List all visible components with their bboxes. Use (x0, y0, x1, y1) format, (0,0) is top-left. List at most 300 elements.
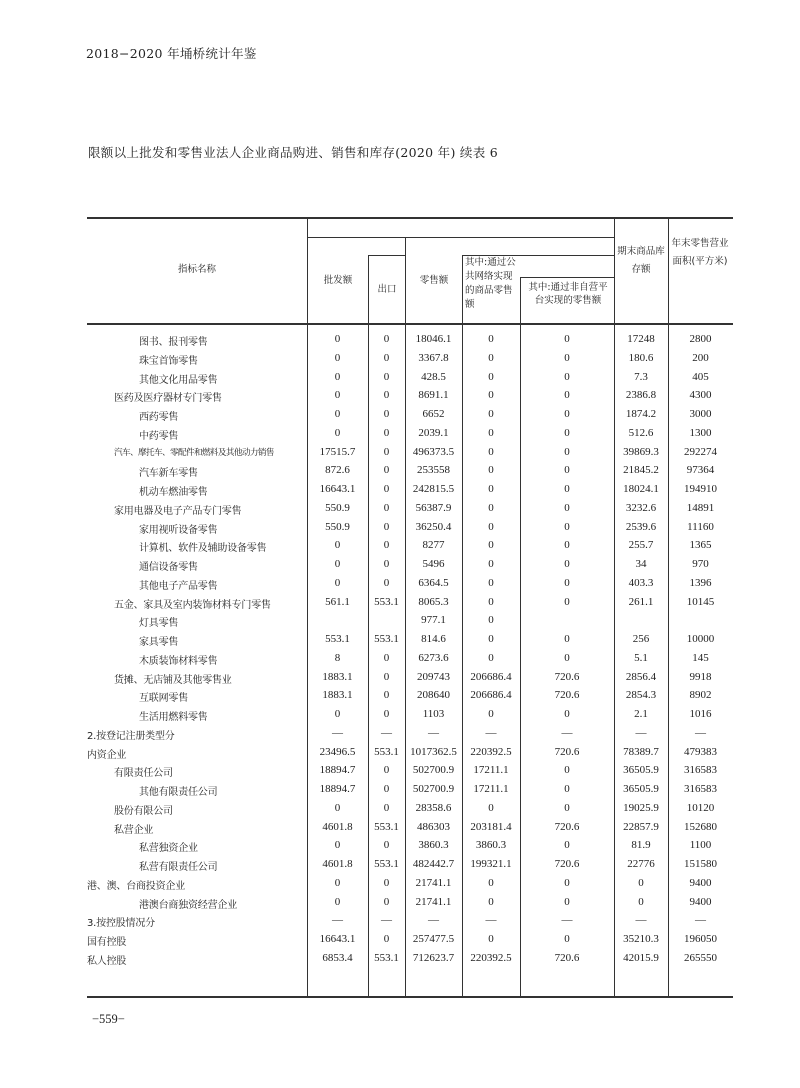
row-value: 9918 (689, 670, 712, 683)
row-value: 0 (564, 558, 570, 570)
row-value: — (561, 726, 573, 739)
row-label: 汽车新车零售 (139, 468, 198, 480)
row-label: 股份有限公司 (114, 805, 173, 817)
row-value: 550.9 (325, 520, 350, 533)
row-value: 0 (488, 483, 494, 495)
row-value: 0 (334, 351, 341, 364)
table-row (87, 350, 733, 369)
row-label: 其他电子产品零售 (139, 580, 218, 592)
row-value: 265550 (684, 951, 717, 964)
row-value: 0 (383, 445, 390, 458)
row-value: 6853.4 (322, 951, 353, 964)
table-row (87, 406, 733, 425)
row-value: — (332, 726, 343, 739)
row-value: 10145 (686, 595, 715, 608)
row-value: 256 (632, 633, 650, 645)
row-value: 194910 (684, 483, 717, 495)
row-value: 10120 (686, 801, 715, 814)
row-value: 23496.5 (319, 745, 356, 758)
row-value: 553.1 (374, 951, 399, 964)
row-value: 712623.7 (412, 951, 455, 964)
row-value: 151580 (684, 858, 717, 870)
row-label: 医药及医疗器材专门零售 (114, 393, 222, 405)
row-value: 0 (334, 576, 341, 589)
row-value: 292274 (684, 445, 717, 458)
row-value: 0 (564, 483, 570, 495)
row-value: 199321.1 (470, 858, 512, 870)
row-value: 16643.1 (319, 483, 356, 495)
row-value: 0 (383, 689, 390, 702)
row-value: 0 (564, 351, 570, 364)
row-value: 209743 (417, 670, 450, 683)
row-value: 0 (488, 408, 494, 420)
page-number: −559− (92, 1012, 125, 1026)
row-value: 2539.6 (625, 520, 657, 533)
row-value: 0 (383, 876, 390, 889)
row-label: 货摊、无店铺及其他零售业 (114, 674, 232, 686)
table-row (87, 837, 733, 856)
table-row (87, 612, 733, 631)
row-label: 私营有限责任公司 (139, 862, 218, 873)
row-value: 0 (383, 464, 390, 477)
table-row (87, 425, 733, 444)
header-name: 指标名称 (177, 264, 216, 275)
row-value: 0 (334, 408, 341, 420)
row-value: 0 (564, 445, 570, 458)
table-row (87, 912, 733, 931)
table-row (87, 462, 733, 481)
row-label: 有限责任公司 (114, 768, 173, 780)
row-value: 18894.7 (319, 764, 356, 777)
row-value: 0 (383, 933, 390, 945)
row-value: — (635, 914, 647, 927)
row-value: 0 (564, 501, 570, 514)
row-value: 0 (564, 783, 570, 795)
row-value: 21741.1 (415, 895, 452, 908)
header-inventory: 期末商品库存额 (617, 246, 665, 275)
row-value: 0 (383, 651, 390, 664)
row-value: 3367.8 (418, 351, 449, 364)
table-row (87, 481, 733, 500)
row-value: 7.3 (634, 370, 648, 383)
row-value: 8277 (422, 539, 445, 552)
row-value: 1100 (689, 839, 712, 852)
row-label: 中药零售 (139, 430, 179, 442)
header-line (520, 277, 614, 278)
row-value: 0 (383, 708, 390, 720)
table-row (87, 556, 733, 575)
row-value: 0 (334, 839, 341, 852)
header-bottom-rule (87, 323, 733, 325)
row-value: 0 (488, 633, 494, 645)
row-value: 720.6 (554, 858, 580, 870)
row-value: 0 (383, 895, 390, 908)
row-value: 0 (383, 783, 390, 795)
row-label: 西药零售 (139, 412, 179, 423)
row-value: 14891 (686, 501, 715, 514)
row-value: 720.6 (554, 951, 580, 964)
row-value: 1365 (689, 539, 712, 552)
row-value: 0 (383, 539, 390, 552)
table-row (87, 331, 733, 350)
row-value: 720.6 (554, 820, 580, 833)
row-value: 28358.6 (415, 801, 452, 814)
header-retail: 零售额 (419, 275, 449, 286)
row-value: — (695, 914, 706, 927)
row-value: 0 (564, 426, 570, 439)
row-label: 私营独资企业 (139, 843, 198, 855)
table-row (87, 575, 733, 594)
row-value: 5496 (422, 558, 445, 570)
row-value: 403.3 (628, 576, 654, 589)
row-value: 553.1 (325, 633, 350, 645)
row-value: 482442.7 (412, 858, 455, 870)
row-value: 0 (564, 895, 570, 908)
row-label: 港、澳、台商投资企业 (87, 880, 185, 892)
row-label: 计算机、软件及辅助设备零售 (139, 543, 267, 555)
row-value: 428.5 (421, 370, 446, 383)
table-row (87, 519, 733, 538)
row-value: 6364.5 (418, 576, 449, 589)
row-label: 机动车燃油零售 (139, 487, 208, 498)
row-value: 0 (488, 558, 494, 570)
row-value: 0 (488, 426, 494, 439)
row-value: 0 (488, 576, 494, 589)
row-value: 0 (488, 614, 494, 627)
row-label: 图书、报刊零售 (139, 337, 208, 348)
row-value: 0 (638, 895, 644, 908)
row-value: — (381, 914, 392, 927)
row-value: 553.1 (374, 820, 399, 833)
row-value: 2856.4 (625, 670, 657, 683)
row-value: 5.1 (634, 651, 648, 664)
row-value: 814.6 (421, 633, 446, 645)
row-value: 2854.3 (625, 689, 657, 702)
row-value: 0 (334, 876, 341, 889)
row-value: — (485, 726, 497, 739)
row-value: 78389.7 (623, 745, 659, 758)
row-value: 2039.1 (418, 426, 449, 439)
row-value: 11160 (687, 520, 714, 533)
row-value: 8 (334, 651, 341, 664)
row-value: 3232.6 (625, 501, 657, 514)
row-value: 1874.2 (625, 408, 657, 420)
row-value: — (635, 726, 647, 739)
row-value: — (332, 914, 343, 927)
row-value: 0 (383, 351, 390, 364)
row-value: 0 (564, 651, 570, 664)
row-value: 0 (383, 558, 390, 570)
running-head: 2018−2020 年埇桥统计年鉴 (86, 46, 257, 61)
row-value: 206686.4 (470, 689, 512, 702)
row-value: 0 (488, 933, 494, 945)
row-value: 16643.1 (319, 933, 356, 945)
row-value: 553.1 (374, 633, 399, 645)
row-label: 2.按登记注册类型分 (87, 730, 175, 742)
row-value: 0 (383, 408, 390, 420)
table-row (87, 369, 733, 388)
row-value: 720.6 (554, 670, 580, 683)
row-value: 720.6 (554, 745, 580, 758)
table-row (87, 894, 733, 913)
row-value: 1017362.5 (410, 745, 457, 758)
statistics-table (87, 217, 733, 998)
row-label: 其他有限责任公司 (139, 787, 218, 798)
table-row (87, 725, 733, 744)
row-value: 6652 (422, 408, 445, 420)
row-value: 35210.3 (623, 933, 659, 945)
row-value: 0 (383, 670, 390, 683)
row-value: 0 (488, 651, 494, 664)
row-value: 316583 (684, 764, 717, 777)
row-value: 206686.4 (470, 670, 512, 683)
row-value: 0 (383, 483, 390, 495)
row-value: 0 (383, 370, 390, 383)
row-value: 0 (488, 464, 494, 477)
row-value: 4601.8 (322, 858, 353, 870)
row-value: 486303 (417, 820, 450, 833)
row-value: 9400 (689, 876, 712, 889)
row-value: 0 (564, 876, 570, 889)
row-label: 汽车、摩托车、零配件和燃料及其他动力销售 (114, 447, 274, 458)
row-value: 553.1 (374, 745, 399, 758)
row-label: 国有控股 (87, 937, 127, 948)
row-value: 3860.3 (475, 839, 507, 852)
row-value: 405 (692, 370, 709, 383)
table-row (87, 387, 733, 406)
row-value: 0 (334, 370, 341, 383)
row-value: 0 (334, 426, 341, 439)
table-row (87, 762, 733, 781)
row-value: 553.1 (374, 595, 399, 608)
row-value: 1016 (689, 708, 712, 720)
row-label: 3.按控股情况分 (87, 918, 155, 930)
row-value: 220392.5 (470, 951, 512, 964)
row-label: 生活用燃料零售 (139, 712, 208, 723)
row-value: 2.1 (634, 708, 648, 720)
table-row (87, 875, 733, 894)
row-value: 0 (488, 539, 494, 552)
row-value: 0 (488, 595, 494, 608)
row-value: 0 (564, 764, 570, 777)
row-label: 木质装饰材料零售 (139, 655, 218, 667)
row-value: 0 (488, 520, 494, 533)
row-value: 8691.1 (418, 389, 449, 402)
row-value: — (561, 914, 573, 927)
row-value: 0 (383, 333, 390, 345)
row-value: 242815.5 (412, 483, 455, 495)
row-value: 1103 (422, 708, 445, 720)
row-value: — (428, 726, 439, 739)
table-row (87, 950, 733, 969)
header-area: 年末零售营业面积(平方米) (671, 238, 729, 267)
table-row (87, 706, 733, 725)
row-value: 0 (488, 895, 494, 908)
row-value: — (485, 914, 497, 927)
row-value: 200 (692, 351, 709, 364)
table-row (87, 669, 733, 688)
row-value: 81.9 (631, 839, 651, 852)
row-value: 34 (635, 558, 647, 570)
row-label: 家具零售 (139, 637, 179, 648)
row-value: 0 (564, 333, 570, 345)
table-row (87, 687, 733, 706)
row-label: 家用电器及电子产品专门零售 (114, 505, 242, 517)
row-value: 1883.1 (322, 689, 353, 702)
row-value: 479383 (684, 745, 717, 758)
top-rule (87, 217, 733, 219)
table-row (87, 594, 733, 613)
row-value: 0 (564, 520, 570, 533)
row-value: 502700.9 (412, 783, 455, 795)
row-value: 196050 (684, 933, 717, 945)
row-value: 3860.3 (418, 839, 449, 852)
row-value: 502700.9 (412, 764, 455, 777)
row-value: 0 (564, 708, 570, 720)
row-value: 36505.9 (623, 783, 659, 795)
row-value: 496373.5 (412, 445, 455, 458)
row-value: 0 (488, 876, 494, 889)
row-value: 0 (638, 876, 644, 889)
row-value: 152680 (684, 820, 717, 833)
row-value: 0 (488, 445, 494, 458)
row-value: 3000 (689, 408, 712, 420)
row-value: 36505.9 (623, 764, 659, 777)
row-value: 0 (334, 801, 341, 814)
row-value: 0 (334, 708, 341, 720)
row-label: 港澳台商独资经营企业 (139, 899, 237, 911)
row-value: 42015.9 (623, 951, 659, 964)
bottom-rule (87, 996, 733, 998)
row-value: 17248 (627, 333, 655, 345)
table-row (87, 444, 733, 463)
header-wholesale: 批发额 (323, 275, 353, 286)
row-value: 97364 (686, 464, 715, 477)
row-value: 0 (564, 933, 570, 945)
row-value: 8902 (689, 689, 712, 702)
header-online: 其中:通过公共网络实现的商品零售额 (465, 257, 516, 310)
table-row (87, 537, 733, 556)
row-value: — (695, 726, 706, 739)
row-value: 17211.1 (473, 783, 509, 795)
row-value: 19025.9 (623, 801, 659, 814)
header-line (368, 255, 405, 256)
row-value: 0 (383, 520, 390, 533)
row-value: 0 (564, 464, 570, 477)
row-value: 17515.7 (319, 445, 356, 458)
row-label: 珠宝首饰零售 (139, 355, 198, 367)
row-value: 970 (692, 558, 709, 570)
row-value: 21845.2 (623, 464, 659, 477)
table-row (87, 650, 733, 669)
row-value: 22776 (627, 858, 655, 870)
row-label: 内资企业 (87, 749, 127, 761)
table-row (87, 800, 733, 819)
row-value: 0 (564, 633, 570, 645)
row-value: — (381, 726, 392, 739)
table-row (87, 819, 733, 838)
row-value: 0 (564, 408, 570, 420)
table-row (87, 781, 733, 800)
row-value: 977.1 (421, 614, 446, 627)
header-non-self: 其中:通过非自营平台实现的零售额 (528, 282, 608, 306)
table-row (87, 931, 733, 950)
row-value: 22857.9 (623, 820, 659, 833)
row-label: 灯具零售 (139, 618, 179, 630)
row-value: 9400 (689, 895, 712, 908)
row-value: 0 (564, 595, 570, 608)
row-value: 203181.4 (470, 820, 512, 833)
row-value: 39869.3 (623, 445, 659, 458)
row-value: 561.1 (325, 595, 350, 608)
row-value: 2800 (689, 333, 712, 345)
row-value: 18894.7 (319, 783, 356, 795)
table-row (87, 631, 733, 650)
row-label: 家用视听设备零售 (139, 524, 218, 536)
row-value: 255.7 (628, 539, 654, 552)
row-value: 0 (488, 351, 494, 364)
row-value: 1883.1 (322, 670, 353, 683)
table-row (87, 744, 733, 763)
table-body (87, 331, 733, 969)
row-value: 0 (334, 895, 341, 908)
row-value: 0 (488, 333, 494, 345)
row-value: 4300 (689, 389, 712, 402)
row-value: 316583 (684, 783, 717, 795)
table-row (87, 500, 733, 519)
row-value: 0 (488, 501, 494, 514)
row-value: 10000 (686, 633, 715, 645)
row-value: 253558 (417, 464, 450, 477)
row-value: 0 (564, 370, 570, 383)
row-value: 0 (564, 539, 570, 552)
row-value: 0 (488, 708, 494, 720)
row-label: 其他文化用品零售 (139, 374, 218, 386)
row-value: 0 (334, 539, 341, 552)
row-value: 0 (488, 389, 494, 402)
row-value: 0 (488, 370, 494, 383)
row-value: 220392.5 (470, 745, 512, 758)
row-value: 0 (383, 576, 390, 589)
row-value: 1396 (689, 576, 712, 589)
row-value: 208640 (417, 689, 450, 702)
header-export: 出口 (377, 284, 397, 295)
row-value: 0 (383, 389, 390, 402)
row-value: 17211.1 (473, 764, 509, 777)
row-value: — (428, 914, 439, 927)
row-value: 0 (334, 389, 341, 402)
row-value: 0 (564, 801, 570, 814)
row-value: 0 (383, 501, 390, 514)
table-row (87, 856, 733, 875)
header-line (307, 237, 614, 238)
row-value: 56387.9 (415, 501, 452, 514)
table-title: 限额以上批发和零售业法人企业商品购进、销售和库存(2020 年) 续表 6 (88, 145, 499, 160)
row-value: 0 (564, 576, 570, 589)
row-value: 257477.5 (412, 933, 455, 945)
row-value: 261.1 (628, 595, 654, 608)
row-value: 0 (488, 801, 494, 814)
row-value: 720.6 (554, 689, 580, 702)
row-value: 180.6 (628, 351, 654, 364)
row-label: 私营企业 (114, 824, 154, 836)
row-value: 872.6 (325, 464, 350, 477)
row-value: 1300 (689, 426, 712, 439)
row-value: 6273.6 (418, 651, 449, 664)
row-label: 私人控股 (87, 955, 127, 967)
row-value: 0 (383, 839, 390, 852)
row-value: 18046.1 (415, 333, 452, 345)
